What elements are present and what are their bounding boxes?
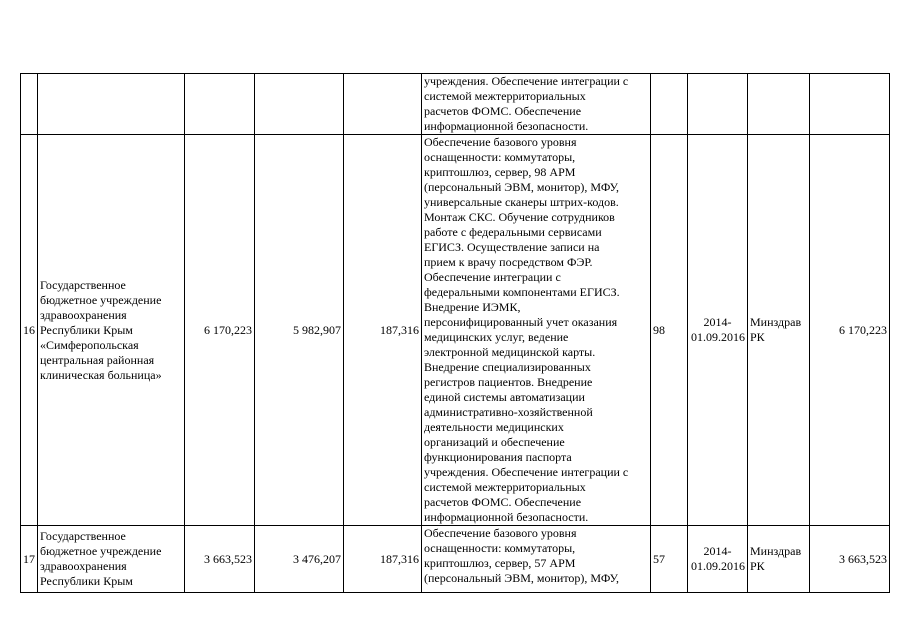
amount-total-cell [185,74,255,135]
quantity-cell: 57 [651,526,688,593]
row-number-cell: 16 [21,135,38,526]
text-line: административно-хозяйственной [424,405,593,419]
text-line: здравоохранения [40,307,127,322]
description-cell [422,135,651,526]
amount-b-cell: 187,316 [344,526,422,593]
text-line: Монтаж СКС. Обучение сотрудников [424,210,615,224]
text-line: (персональный ЭВМ, монитор), МФУ, [424,180,620,194]
text-line: Обеспечение базового уровня [424,135,577,149]
agency-cell [748,135,810,526]
text-line: Республики Крым [40,322,133,337]
text-line: федеральными компонентами ЕГИСЗ. [424,285,620,299]
text-line: единой системы автоматизации [424,390,585,404]
agency-cell [748,74,810,135]
amount-b-cell [344,74,422,135]
period-cell [688,74,748,135]
text-line: Внедрение специализированных [424,360,591,374]
text-line: информационной безопасности. [424,119,589,133]
period-cell [688,526,748,593]
text-line: РК [750,330,765,344]
text-line: регистров пациентов. Внедрение [424,375,593,389]
description-cell [422,526,651,593]
text-line: Республики Крым [40,574,133,588]
amount-a-cell: 3 476,207 [255,526,344,593]
text-line: здравоохранения [40,559,127,573]
total-cell: 3 663,523 [810,526,890,593]
amount-a-cell [255,74,344,135]
text-line: центральная районная [40,352,155,367]
total-cell [810,74,890,135]
text-line: электронной медицинской карты. [424,345,596,359]
period-start: 2014- [703,544,732,558]
text-line: оснащенности: коммутаторы, [424,150,576,164]
text-line: ЕГИСЗ. Осуществление записи на [424,240,600,254]
table-row [21,526,890,593]
description-cell [422,74,651,135]
text-line: системой межтерриториальных [424,480,586,494]
period-cell [688,135,748,526]
amount-total-cell: 3 663,523 [185,526,255,593]
agency-cell [748,526,810,593]
period-start: 2014- [703,315,732,329]
text-line: бюджетное учреждение [40,544,162,558]
text-line: универсальные сканеры штрих-кодов. [424,195,619,209]
text-line: учреждения. Обеспечение интеграции с [424,74,629,88]
text-line: информационной безопасности. [424,510,589,524]
text-line: Внедрение ИЭМК, [424,300,521,314]
text-line: РК [750,559,765,573]
organization-cell [38,74,185,135]
text-line: бюджетное учреждение [40,292,162,307]
period-end: 01.09.2016 [691,559,745,573]
text-line: Минздрав [750,315,802,329]
text-line: Обеспечение интеграции с [424,270,561,284]
text-line: функционирования паспорта [424,450,572,464]
document-table [20,73,890,593]
row-number-cell: 17 [21,526,38,593]
period-end: 01.09.2016 [691,330,745,344]
quantity-cell [651,74,688,135]
text-line: клиническая больница» [40,367,162,382]
text-line: оснащенности: коммутаторы, [424,541,576,555]
text-line: криптошлюз, сервер, 57 АРМ [424,556,576,570]
table-row [21,135,890,526]
text-line: прием к врачу посредством ФЭР. [424,255,593,269]
quantity-cell: 98 [651,135,688,526]
row-number-cell [21,74,38,135]
amount-total-cell: 6 170,223 [185,135,255,526]
text-line: Государственное [40,277,126,292]
text-line: Обеспечение базового уровня [424,526,577,540]
text-line: персонифицированный учет оказания [424,315,618,329]
text-line: системой межтерриториальных [424,89,586,103]
text-line: расчетов ФОМС. Обеспечение [424,104,582,118]
text-line: криптошлюз, сервер, 98 АРМ [424,165,576,179]
text-line: работе с федеральными сервисами [424,225,602,239]
amount-b-cell: 187,316 [344,135,422,526]
organization-cell [38,526,185,593]
text-line: «Симферопольская [40,337,139,352]
text-line: (персональный ЭВМ, монитор), МФУ, [424,571,620,585]
text-line: медицинских услуг, ведение [424,330,569,344]
total-cell: 6 170,223 [810,135,890,526]
amount-a-cell: 5 982,907 [255,135,344,526]
text-line: Государственное [40,529,126,543]
text-line: учреждения. Обеспечение интеграции с [424,465,629,479]
table-row [21,74,890,135]
organization-cell [38,135,185,526]
text-line: деятельности медицинских [424,420,564,434]
text-line: организаций и обеспечение [424,435,565,449]
text-line: расчетов ФОМС. Обеспечение [424,495,582,509]
text-line: Минздрав [750,544,802,558]
